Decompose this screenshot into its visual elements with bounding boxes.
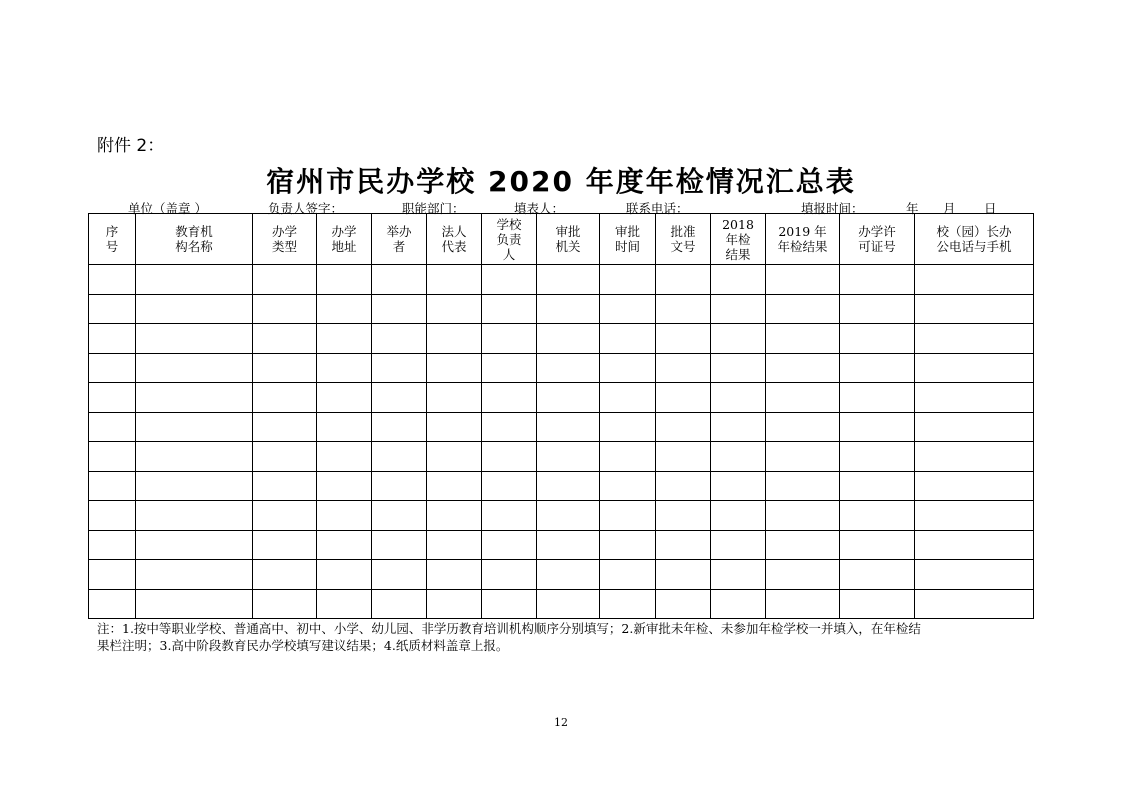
table-row [89, 471, 1034, 501]
table-cell[interactable] [600, 294, 656, 324]
column-header-line: 文号 [670, 239, 696, 254]
table-cell[interactable] [482, 501, 537, 531]
column-header-line: 构名称 [175, 239, 213, 254]
table-cell[interactable] [253, 442, 317, 472]
table-cell[interactable] [253, 471, 317, 501]
table-cell[interactable] [766, 501, 840, 531]
column-header-line: 校（园）长办 [936, 224, 1012, 239]
table-cell[interactable] [840, 412, 915, 442]
table-row [89, 383, 1034, 413]
table-cell[interactable] [482, 294, 537, 324]
table-cell[interactable] [840, 589, 915, 619]
table-cell[interactable] [253, 560, 317, 590]
column-header [915, 214, 1034, 265]
table-header-row [89, 214, 1034, 265]
table-cell[interactable] [427, 294, 482, 324]
table-cell[interactable] [317, 530, 372, 560]
page-title: 宿州市民办学校 2020 年度年检情况汇总表 [266, 165, 856, 198]
meta-fill-time: 填报时间： [801, 201, 864, 216]
table-cell[interactable] [317, 442, 372, 472]
summary-table [88, 213, 1034, 619]
table-cell[interactable] [372, 530, 427, 560]
table-row [89, 560, 1034, 590]
table-cell[interactable] [136, 471, 253, 501]
table-cell[interactable] [711, 324, 766, 354]
column-header-line: 代表 [441, 239, 467, 254]
column-header [427, 214, 482, 265]
column-header-line: 2019 年 [778, 224, 827, 239]
table-cell[interactable] [537, 383, 600, 413]
table-cell[interactable] [656, 294, 711, 324]
table-cell[interactable] [136, 589, 253, 619]
column-header [711, 214, 766, 265]
table-cell[interactable] [656, 530, 711, 560]
table-cell[interactable] [89, 442, 136, 472]
column-header-line: 法人 [441, 224, 467, 239]
table-cell[interactable] [656, 471, 711, 501]
table-cell[interactable] [915, 560, 1034, 590]
column-header-line: 类型 [271, 239, 297, 254]
table-cell[interactable] [766, 530, 840, 560]
table-row [89, 412, 1034, 442]
table-cell[interactable] [766, 383, 840, 413]
table-cell[interactable] [600, 383, 656, 413]
table-cell[interactable] [711, 442, 766, 472]
table-cell[interactable] [766, 471, 840, 501]
meta-phone: 联系电话： [626, 201, 689, 216]
table-cell[interactable] [482, 265, 537, 295]
table-cell[interactable] [372, 442, 427, 472]
table-cell[interactable] [600, 471, 656, 501]
table-cell[interactable] [427, 412, 482, 442]
column-header [600, 214, 656, 265]
table-cell[interactable] [915, 294, 1034, 324]
table-cell[interactable] [537, 501, 600, 531]
table-cell[interactable] [766, 560, 840, 590]
column-header-line: 时间 [614, 239, 640, 254]
table-cell[interactable] [600, 589, 656, 619]
table-cell[interactable] [840, 530, 915, 560]
table-cell[interactable] [136, 294, 253, 324]
table-cell[interactable] [537, 324, 600, 354]
table-cell[interactable] [427, 383, 482, 413]
table-cell[interactable] [317, 501, 372, 531]
column-header-line: 办学许 [858, 224, 896, 239]
table-cell[interactable] [253, 383, 317, 413]
table-cell[interactable] [427, 501, 482, 531]
table-cell[interactable] [656, 412, 711, 442]
table-cell[interactable] [656, 324, 711, 354]
table-cell[interactable] [89, 589, 136, 619]
table-cell[interactable] [89, 530, 136, 560]
table-row [89, 324, 1034, 354]
column-header [253, 214, 317, 265]
table-cell[interactable] [136, 560, 253, 590]
table-cell[interactable] [89, 501, 136, 531]
table-row [89, 353, 1034, 383]
table-cell[interactable] [253, 589, 317, 619]
attachment-label: 附件 2： [97, 136, 165, 156]
table-cell[interactable] [317, 560, 372, 590]
table-cell[interactable] [482, 442, 537, 472]
table-cell[interactable] [915, 501, 1034, 531]
table-cell[interactable] [372, 412, 427, 442]
table-cell[interactable] [136, 265, 253, 295]
table-cell[interactable] [253, 501, 317, 531]
column-header-line: 办学 [331, 224, 357, 239]
table-cell[interactable] [253, 265, 317, 295]
table-cell[interactable] [89, 353, 136, 383]
column-header [840, 214, 915, 265]
table-cell[interactable] [427, 265, 482, 295]
table-cell[interactable] [600, 501, 656, 531]
table-cell[interactable] [840, 383, 915, 413]
table-cell[interactable] [537, 412, 600, 442]
table-cell[interactable] [840, 471, 915, 501]
table-cell[interactable] [711, 471, 766, 501]
table-cell[interactable] [766, 265, 840, 295]
column-header [482, 214, 537, 265]
column-header-line: 年检 [725, 231, 751, 247]
column-header-line: 序 [105, 224, 119, 239]
column-header-line: 举办 [386, 224, 412, 239]
table-cell[interactable] [711, 353, 766, 383]
table-cell[interactable] [656, 442, 711, 472]
table-cell[interactable] [915, 412, 1034, 442]
table-cell[interactable] [372, 589, 427, 619]
table-cell[interactable] [656, 501, 711, 531]
table-cell[interactable] [427, 530, 482, 560]
footnote [97, 620, 1032, 654]
column-header [766, 214, 840, 265]
column-header-line: 学校 [496, 216, 522, 232]
table-cell[interactable] [840, 560, 915, 590]
table-cell[interactable] [89, 560, 136, 590]
table-cell[interactable] [840, 501, 915, 531]
table-cell[interactable] [915, 324, 1034, 354]
table-cell[interactable] [766, 353, 840, 383]
meta-unit: 单位（盖章 ） [128, 201, 207, 216]
column-header-line: 审批 [555, 224, 581, 239]
table-cell[interactable] [766, 412, 840, 442]
table-cell[interactable] [840, 265, 915, 295]
table-cell[interactable] [711, 265, 766, 295]
column-header-line: 者 [392, 239, 406, 254]
meta-department: 职能部门： [402, 201, 465, 216]
table-cell[interactable] [766, 589, 840, 619]
table-cell[interactable] [656, 560, 711, 590]
table-cell[interactable] [537, 560, 600, 590]
table-cell[interactable] [537, 530, 600, 560]
table-cell[interactable] [253, 353, 317, 383]
table-cell[interactable] [711, 412, 766, 442]
meta-day: 日 [984, 201, 997, 216]
table-cell[interactable] [482, 530, 537, 560]
table-cell[interactable] [317, 589, 372, 619]
column-header [317, 214, 372, 265]
table-cell[interactable] [89, 294, 136, 324]
table-cell[interactable] [840, 324, 915, 354]
meta-month: 月 [943, 201, 956, 216]
footnote-line-2: 果栏注明；3.高中阶段教育民办学校填写建议结果；4.纸质材料盖章上报。 [97, 638, 509, 653]
table-cell[interactable] [915, 530, 1034, 560]
meta-filler: 填表人： [514, 201, 565, 216]
table-cell[interactable] [840, 294, 915, 324]
table-cell[interactable] [89, 265, 136, 295]
table-cell[interactable] [600, 412, 656, 442]
table-cell[interactable] [427, 353, 482, 383]
table-row [89, 294, 1034, 324]
table-cell[interactable] [915, 265, 1034, 295]
table-cell[interactable] [600, 530, 656, 560]
table-cell[interactable] [317, 353, 372, 383]
table-cell[interactable] [136, 501, 253, 531]
table-cell[interactable] [537, 294, 600, 324]
table-cell[interactable] [89, 324, 136, 354]
table-cell[interactable] [840, 442, 915, 472]
table-row [89, 265, 1034, 295]
table-cell[interactable] [372, 294, 427, 324]
table-body [89, 265, 1034, 619]
table-cell[interactable] [915, 589, 1034, 619]
table-cell[interactable] [600, 324, 656, 354]
table-cell[interactable] [136, 324, 253, 354]
table-cell[interactable] [482, 383, 537, 413]
table-row [89, 442, 1034, 472]
table-cell[interactable] [482, 353, 537, 383]
column-header [136, 214, 253, 265]
table-cell[interactable] [89, 383, 136, 413]
table-cell[interactable] [537, 589, 600, 619]
table-cell[interactable] [600, 442, 656, 472]
table-cell[interactable] [656, 265, 711, 295]
column-header-line: 地址 [331, 239, 357, 254]
column-header-line: 批准 [670, 224, 696, 239]
table-cell[interactable] [537, 442, 600, 472]
column-header-line: 公电话与手机 [936, 239, 1012, 254]
table-cell[interactable] [711, 530, 766, 560]
table-cell[interactable] [253, 324, 317, 354]
footnote-line-1: 注：1.按中等职业学校、普通高中、初中、小学、幼儿园、非学历教育培训机构顺序分别填写；2.新审批未年检、未参加年检学校一并填入，在年检结 [97, 621, 921, 636]
table-cell[interactable] [840, 353, 915, 383]
column-header-line: 结果 [725, 246, 751, 262]
column-header-line: 办学 [271, 224, 297, 239]
table-cell[interactable] [427, 442, 482, 472]
table-cell[interactable] [372, 324, 427, 354]
table-cell[interactable] [537, 265, 600, 295]
table-cell[interactable] [253, 294, 317, 324]
table-cell[interactable] [427, 589, 482, 619]
table-cell[interactable] [427, 560, 482, 590]
table-cell[interactable] [656, 353, 711, 383]
column-header-line: 年检结果 [777, 239, 828, 254]
meta-principal-sign: 负责人签字： [268, 201, 344, 216]
table-cell[interactable] [136, 412, 253, 442]
table-cell[interactable] [537, 471, 600, 501]
table-cell[interactable] [372, 560, 427, 590]
table-cell[interactable] [482, 560, 537, 590]
table-cell[interactable] [136, 530, 253, 560]
table-cell[interactable] [482, 412, 537, 442]
column-header [537, 214, 600, 265]
table-cell[interactable] [317, 471, 372, 501]
table-cell[interactable] [482, 324, 537, 354]
table-cell[interactable] [89, 412, 136, 442]
table-row [89, 530, 1034, 560]
column-header-line: 审批 [614, 224, 640, 239]
table-cell[interactable] [915, 383, 1034, 413]
table-cell[interactable] [600, 353, 656, 383]
table-cell[interactable] [317, 324, 372, 354]
table-cell[interactable] [317, 383, 372, 413]
table-cell[interactable] [253, 412, 317, 442]
table-cell[interactable] [317, 265, 372, 295]
table-cell[interactable] [136, 442, 253, 472]
table-cell[interactable] [656, 589, 711, 619]
table-cell[interactable] [537, 353, 600, 383]
column-header-line: 号 [105, 239, 119, 254]
column-header-line: 教育机 [175, 224, 213, 239]
meta-year: 年 [906, 201, 919, 216]
table-cell[interactable] [711, 294, 766, 324]
table-cell[interactable] [656, 383, 711, 413]
table-cell[interactable] [711, 560, 766, 590]
column-header [656, 214, 711, 265]
table-row [89, 501, 1034, 531]
column-header-line: 人 [502, 246, 516, 262]
table-cell[interactable] [766, 324, 840, 354]
table-cell[interactable] [427, 471, 482, 501]
table-cell[interactable] [711, 383, 766, 413]
table-cell[interactable] [766, 442, 840, 472]
column-header-line: 机关 [555, 239, 581, 254]
page-number: 12 [554, 716, 568, 729]
table-row [89, 589, 1034, 619]
table-cell[interactable] [915, 442, 1034, 472]
column-header-line: 2018 [722, 216, 754, 232]
table-cell[interactable] [711, 501, 766, 531]
table-cell[interactable] [317, 294, 372, 324]
table-cell[interactable] [253, 530, 317, 560]
table-cell[interactable] [766, 294, 840, 324]
column-header [372, 214, 427, 265]
table-cell[interactable] [600, 560, 656, 590]
table-cell[interactable] [915, 353, 1034, 383]
table-cell[interactable] [600, 265, 656, 295]
table-cell[interactable] [317, 412, 372, 442]
table-cell[interactable] [915, 471, 1034, 501]
table-cell[interactable] [136, 353, 253, 383]
column-header [89, 214, 136, 265]
table-cell[interactable] [427, 324, 482, 354]
table-cell[interactable] [372, 265, 427, 295]
table-cell[interactable] [372, 383, 427, 413]
column-header-line: 负责 [496, 231, 522, 247]
table-cell[interactable] [372, 353, 427, 383]
table-cell[interactable] [711, 589, 766, 619]
column-header-line: 可证号 [858, 239, 896, 254]
table-cell[interactable] [89, 471, 136, 501]
table-cell[interactable] [482, 589, 537, 619]
table-cell[interactable] [372, 471, 427, 501]
table-cell[interactable] [372, 501, 427, 531]
table-cell[interactable] [136, 383, 253, 413]
table-cell[interactable] [482, 471, 537, 501]
